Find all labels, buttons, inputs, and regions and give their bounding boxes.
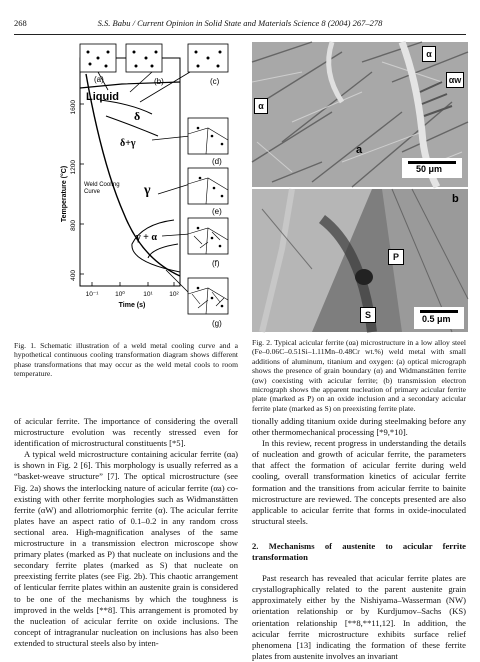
left-paragraph-1: of acicular ferrite. The importance of considering the overall microstructure evolution was recently stressed even for identification of microstructural constituents [*5].: [14, 416, 238, 449]
liquid-label: Liquid: [86, 91, 119, 103]
panel-d-box: [188, 118, 228, 154]
tem-micrograph: [252, 189, 468, 332]
running-title: S.S. Babu / Current Opinion in Solid State and Materials Science 8 (2004) 267–278: [97, 18, 383, 28]
label-p: P: [388, 249, 404, 265]
alpha-label-1: α: [422, 46, 436, 62]
figure-1-caption: Fig. 1. Schematic illustration of a weld metal cooling curve and a hypothetical continuous cooling transformation diagram shows different phase transformations that may occur as the weld metal cools to room temperature.: [14, 341, 238, 379]
right-column: [252, 416, 466, 662]
gamma-alpha-label: γ + α: [136, 232, 157, 243]
delta-label: δ: [134, 109, 141, 123]
panel-b-label: b: [452, 193, 459, 205]
y-tick-1200: 1200: [70, 160, 77, 175]
panel-label-e: (e): [212, 207, 222, 216]
panel-a-label: a: [356, 144, 363, 156]
right-paragraph-3: Past research has revealed that acicular ferrite plates are crystallographically related to the parent austenite grain approximately either by the Nishiyama–Wasserman (NW) orientation relationship or by Kurdjumov–Sachs (KS) orientation relationship [**8,**11,12]. In addition, the acicular ferrite microstructure exhibits surface relief phenomena [13] indicating the formation of these ferrite plates from austenite involves an invariant: [252, 573, 466, 661]
x-tick-4: 10²: [169, 291, 179, 298]
scale-bar-b: [414, 307, 464, 329]
weld-curve-label-2: Curve: [84, 189, 101, 195]
panel-label-c: (c): [210, 77, 220, 86]
y-tick-400: 400: [70, 270, 77, 281]
y-tick-1600: 1600: [70, 100, 77, 115]
scale-bar-a-text: 50 μm: [416, 164, 443, 174]
right-paragraph-1: tionally adding titanium oxide during steelmaking before any other thermomechanical processing [*9,*10].: [252, 416, 466, 438]
panel-b-box: [126, 44, 162, 72]
alpha-w-label: αw: [446, 72, 464, 88]
y-axis-label: Temperature (°C): [61, 165, 68, 223]
x-tick-3: 10¹: [143, 291, 153, 298]
header-rule: [14, 34, 466, 35]
gamma-label: γ: [144, 183, 151, 198]
panel-label-d: (d): [212, 157, 222, 166]
oxide-inclusion: [355, 269, 373, 285]
label-s: S: [360, 307, 376, 323]
panel-label-b: (b): [154, 77, 164, 86]
cct-diagram: [62, 44, 232, 334]
optical-micrograph: [252, 42, 468, 187]
page-number: 268: [14, 18, 27, 28]
panel-g-box: [188, 278, 228, 314]
left-paragraph-2: A typical weld microstructure containing acicular ferrite (αa) is shown in Fig. 2 [6]. This morphology is usually referred as a “basket-weave structure” [7]. The optical microstructure (see Fig. 2a) shows the interlocking nature of acicular ferrite (αa) co-existing with other ferrite morphologies such as Widmanstätten ferrite (αW) and allotriomorphic ferrite (α). The acicular ferrite plates have an aspect ratio of 0.1–0.2 in any random cross sectional area. High-magnification analyses of the same microstructure in a transmission electron microscope show primary plates (marked as P) that nucleate on inclusions and the secondary ferrite plates (marked as S) that nucleate on preexisting ferrite plates (see Fig. 2b). This chaotic arrangement of lenticular ferrite plates within an austenite grain is considered to be one of the mechanisms by which the toughness is improved in the welds [**8]. This arrangement is promoted by the nucleation of acicular ferrite on oxide inclusions. The concept of intragranular nucleation on inclusions has also been extended to structural steels also by inten-: [14, 449, 238, 648]
weld-curve-label-1: Weld Cooling: [84, 182, 120, 188]
delta-gamma-label: δ+γ: [120, 138, 136, 149]
figure-1: [62, 44, 232, 334]
figure-2: [252, 42, 468, 332]
alpha-label-2: α: [254, 98, 268, 114]
x-tick-2: 10⁰: [115, 291, 125, 298]
scale-bar-b-text: 0.5 μm: [422, 314, 451, 324]
scale-bar-a: [402, 158, 462, 178]
panel-label-g: (g): [212, 319, 222, 328]
section-heading: 2. Mechanisms of austenite to acicular ferrite transformation: [252, 540, 466, 563]
page-header: [14, 18, 466, 32]
figure-2-caption: Fig. 2. Typical acicular ferrite (αa) microstructure in a low alloy steel (Fe–0.06C–0.51Si–1.11Mn–0.48Cr wt.%) weld metal with small additions of aluminum, titanium and oxygen: (a) optical micrograph shows the presence of grain boundary (α) and Widmanstätten ferrite (αw) coexisting with acicular ferrite; (b) transmission electron micrograph shows the apparent nucleation of primary acicular ferrite plate (marked as P) on an oxide inclusion and a secondary acicular ferrite plate (marked as S) on preexisting ferrite plate.: [252, 338, 466, 413]
left-column: [14, 416, 238, 649]
panel-label-f: (f): [212, 259, 220, 268]
right-paragraph-2: In this review, recent progress in understanding the details of nucleation and growth of acicular ferrite, the parameters that affect the formation of acicular ferrite during weld cooling, overall transformation kinetics of acicular ferrite formation and the transitions from acicular ferrite to bainite microstructure are reviewed. The concepts presented are also applicable to acicular ferrite that forms in oxide-inoculated structural steels.: [252, 438, 466, 526]
x-tick-1: 10⁻¹: [85, 291, 99, 298]
y-tick-800: 800: [70, 220, 77, 231]
panel-e-box: [188, 168, 228, 204]
x-axis-label: Time (s): [118, 302, 146, 309]
panel-label-a: (a): [94, 75, 104, 84]
